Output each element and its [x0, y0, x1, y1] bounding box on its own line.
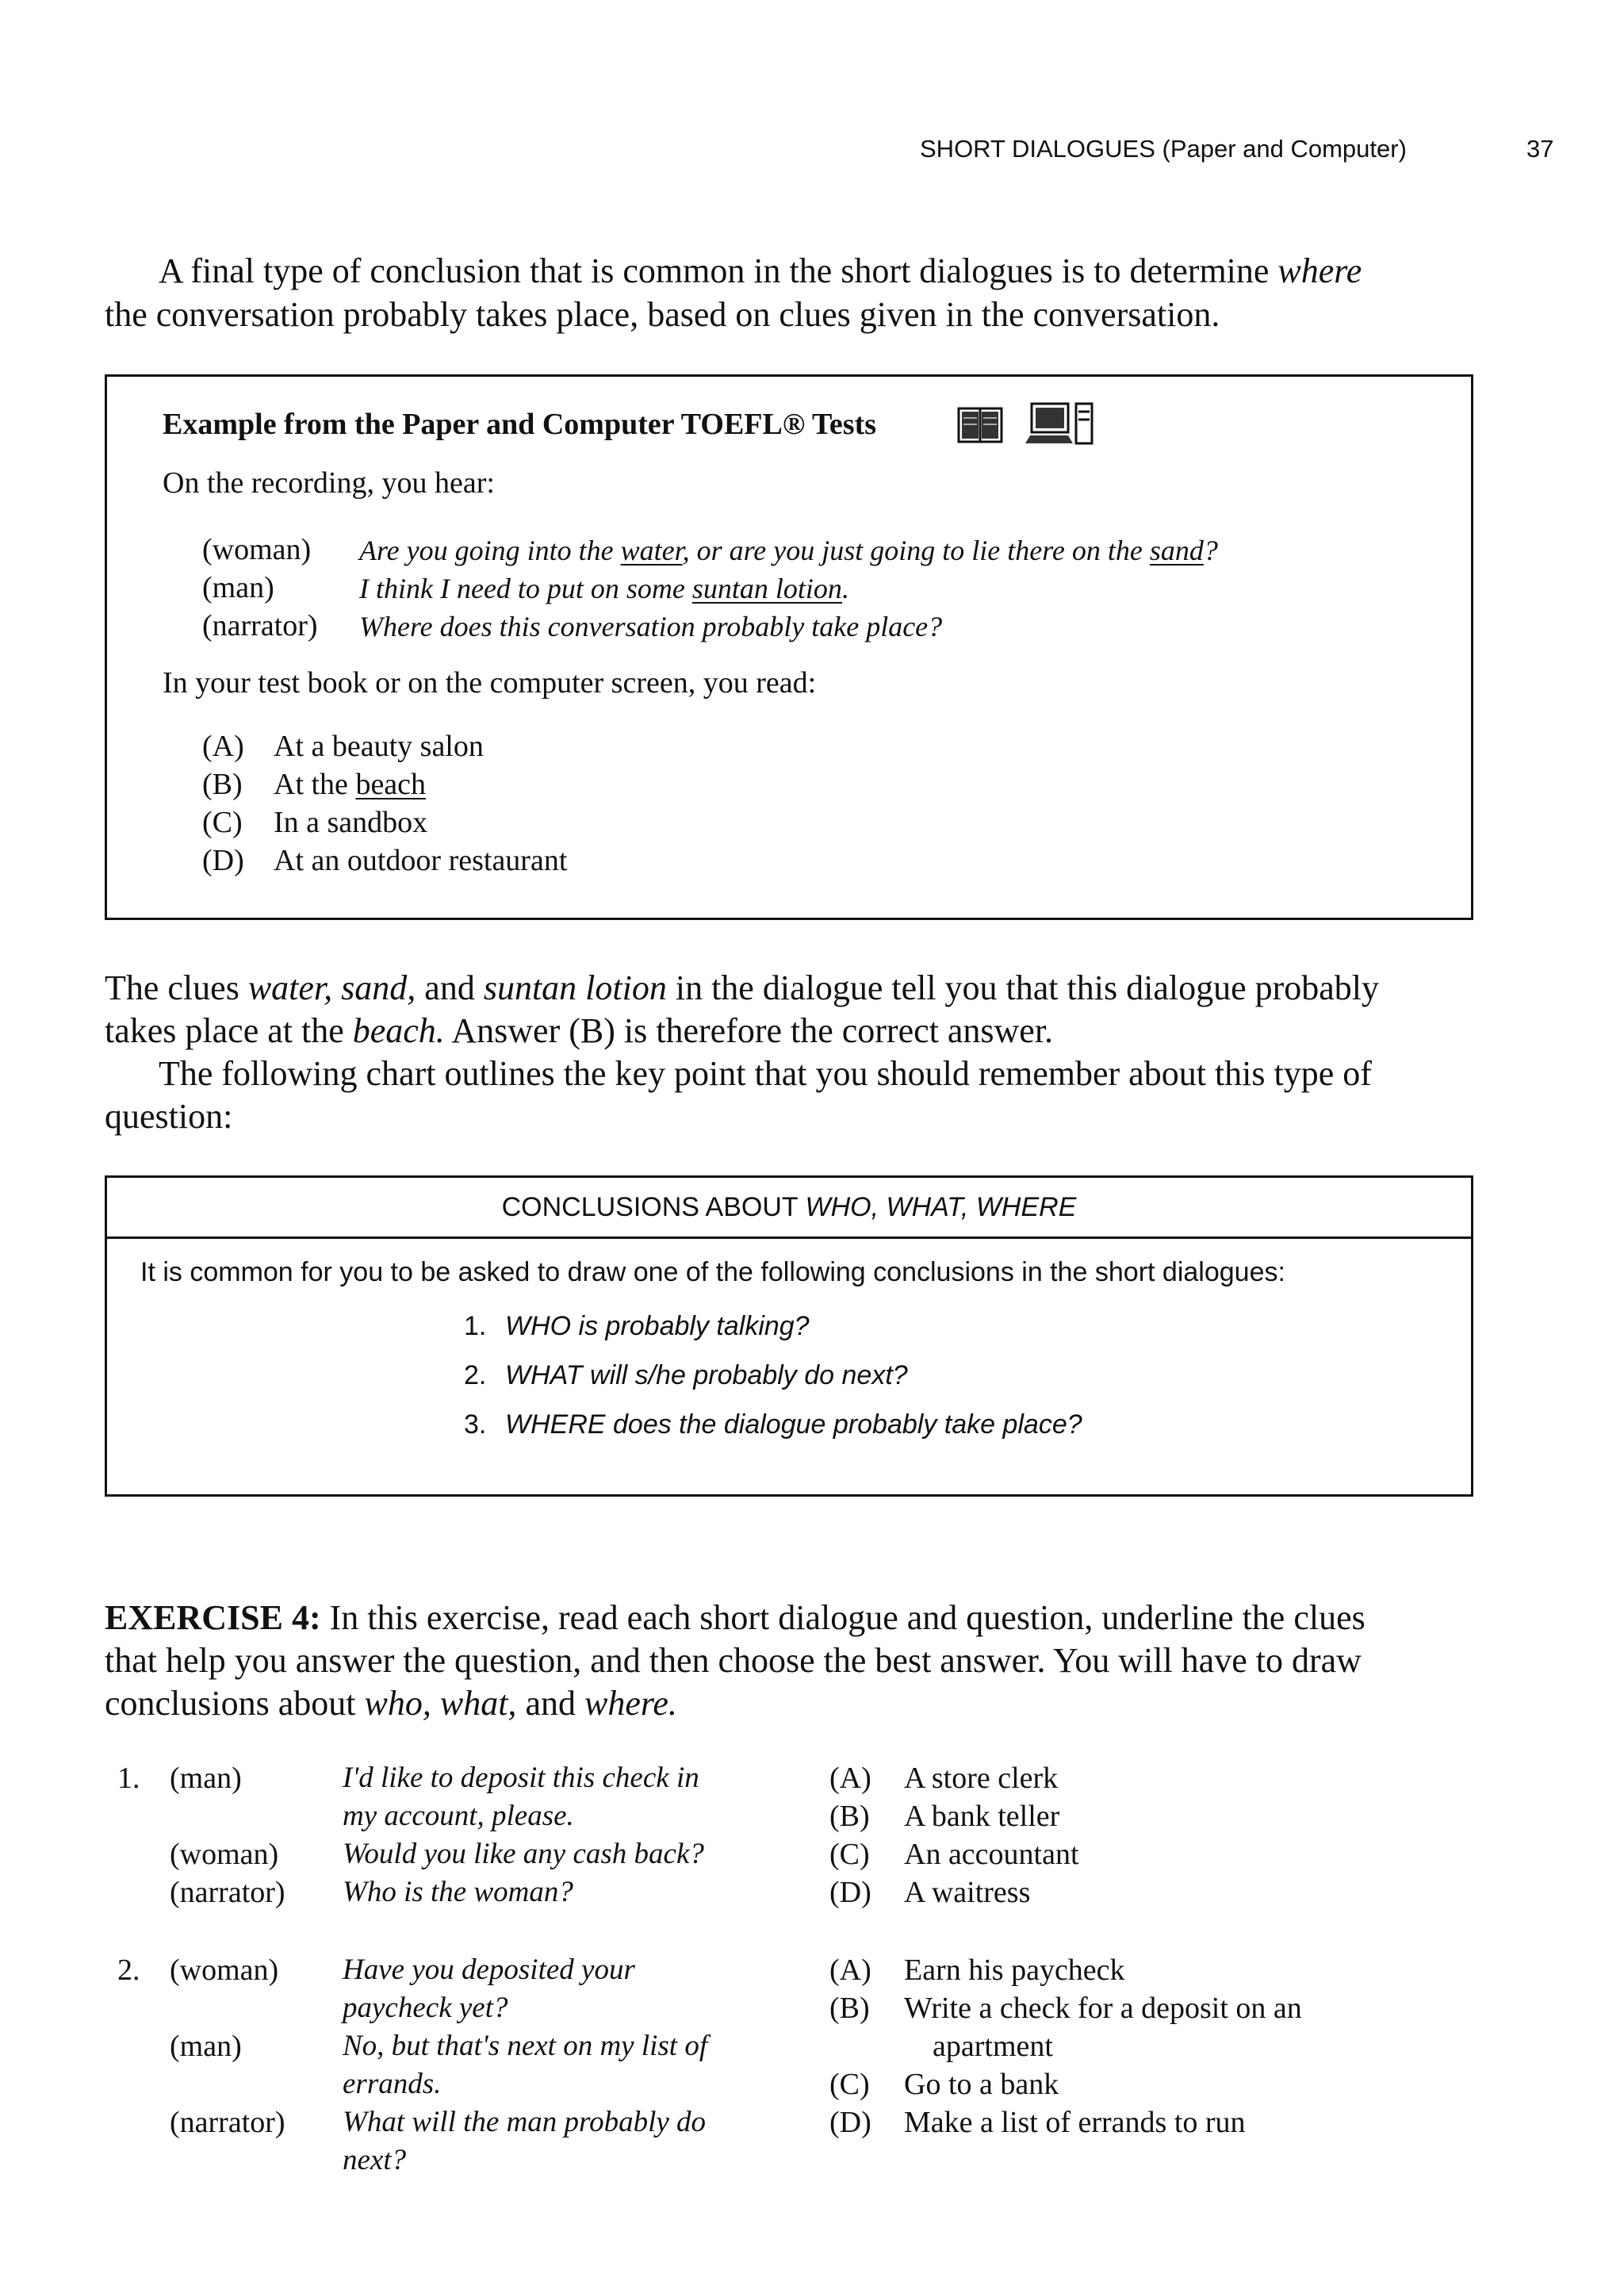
- hear-label: On the recording, you hear:: [163, 466, 495, 500]
- option-text: A store clerk: [904, 1762, 1059, 1795]
- speaker-label: (man): [170, 1762, 242, 1795]
- speaker-label: (man): [170, 2030, 242, 2063]
- explanation-line-1: The clues water, sand, and suntan lotion in the dialogue tell you that this dialogue probably: [105, 968, 1380, 1007]
- option-letter: (A): [829, 1762, 871, 1795]
- speaker-label: (woman): [202, 533, 312, 566]
- option-text: An accountant: [904, 1838, 1079, 1871]
- speaker-label: (man): [202, 571, 274, 604]
- chart-header: CONCLUSIONS ABOUT WHO, WHAT, WHERE: [107, 1178, 1471, 1239]
- option-letter: (D): [202, 844, 244, 877]
- question-number: 2.: [117, 1954, 140, 1987]
- chart-intro: It is common for you to be asked to draw one of the following conclusions in the short dialogues:: [140, 1257, 1285, 1287]
- option-text: Write a check for a deposit on an: [904, 1992, 1302, 2025]
- page-number: 37: [1526, 135, 1554, 163]
- explanation-line-2: takes place at the beach. Answer (B) is therefore the correct answer.: [105, 1011, 1054, 1050]
- option-letter: (C): [829, 1838, 870, 1871]
- dialogue-line: Have you deposited your: [343, 1954, 635, 1986]
- option-text: Go to a bank: [904, 2068, 1059, 2101]
- dialogue-line: No, but that's next on my list of: [343, 2030, 708, 2062]
- computer-icon: [1024, 401, 1095, 447]
- option-letter: (A): [202, 730, 244, 763]
- option-text: A waitress: [904, 1876, 1031, 1909]
- read-label: In your test book or on the computer screen, you read:: [163, 666, 817, 700]
- dialogue-line-woman: Are you going into the water, or are you just going to lie there on the sand?: [359, 535, 1218, 566]
- option-letter: (A): [829, 1954, 871, 1987]
- dialogue-line-man: I think I need to put on some suntan lotion.: [359, 573, 849, 604]
- speaker-label: (narrator): [170, 1876, 285, 1909]
- option-letter: (B): [829, 1800, 870, 1833]
- running-header: SHORT DIALOGUES (Paper and Computer): [920, 135, 1407, 163]
- example-box: [105, 374, 1473, 920]
- example-title: Example from the Paper and Computer TOEFL® Tests: [163, 408, 877, 441]
- dialogue-line: errands.: [343, 2068, 442, 2100]
- speaker-label: (narrator): [170, 2106, 285, 2139]
- speaker-label: (narrator): [202, 609, 318, 642]
- speaker-label: (woman): [170, 1954, 279, 1987]
- option-letter: (C): [829, 2068, 870, 2101]
- chart-item: 2. WHAT will s/he probably do next?: [464, 1360, 908, 1390]
- option-letter: (B): [829, 1992, 870, 2025]
- intro-line-2: the conversation probably takes place, based on clues given in the conversation.: [105, 295, 1220, 334]
- dialogue-line: Would you like any cash back?: [343, 1838, 704, 1870]
- option-text: At a beauty salon: [274, 730, 484, 763]
- exercise-label: EXERCISE 4:: [105, 1598, 321, 1637]
- dialogue-line-narrator: Where does this conversation probably take place?: [359, 611, 943, 642]
- intro-emphasis: where: [1277, 251, 1362, 290]
- option-text: At the beach: [274, 768, 427, 801]
- option-text: In a sandbox: [274, 806, 428, 839]
- exercise-line-2: that help you answer the question, and then choose the best answer. You will have to draw: [105, 1641, 1362, 1680]
- option-text: A bank teller: [904, 1800, 1060, 1833]
- explanation-line-4: question:: [105, 1097, 233, 1136]
- explanation-line-3: The following chart outlines the key point that you should remember about this type of: [159, 1054, 1372, 1093]
- exercise-line-1: EXERCISE 4: In this exercise, read each short dialogue and question, underline the clues: [105, 1598, 1365, 1637]
- dialogue-line: next?: [343, 2144, 407, 2176]
- question-number: 1.: [117, 1762, 140, 1795]
- book-icon: [957, 405, 1003, 445]
- option-letter: (D): [829, 2106, 871, 2139]
- option-letter: (B): [202, 768, 243, 801]
- dialogue-line: my account, please.: [343, 1800, 574, 1832]
- dialogue-line: paycheck yet?: [343, 1992, 508, 2024]
- option-text: Make a list of errands to run: [904, 2106, 1246, 2139]
- option-text: At an outdoor restaurant: [274, 844, 568, 877]
- intro-line-1: [159, 249, 1362, 293]
- dialogue-line: Who is the woman?: [343, 1876, 573, 1908]
- key-point-chart: [105, 1175, 1473, 1497]
- option-letter: (C): [202, 806, 243, 839]
- option-text-continued: apartment: [933, 2030, 1053, 2063]
- option-letter: (D): [829, 1876, 871, 1909]
- chart-item: 1. WHO is probably talking?: [464, 1311, 810, 1341]
- speaker-label: (woman): [170, 1838, 279, 1871]
- intro-text: A final type of conclusion that is common in the short dialogues is to determine: [159, 251, 1278, 290]
- chart-item: 3. WHERE does the dialogue probably take place?: [464, 1409, 1082, 1440]
- option-text: Earn his paycheck: [904, 1954, 1125, 1987]
- exercise-line-3: conclusions about who, what, and where.: [105, 1684, 677, 1723]
- dialogue-line: I'd like to deposit this check in: [343, 1762, 699, 1794]
- dialogue-line: What will the man probably do: [343, 2106, 707, 2138]
